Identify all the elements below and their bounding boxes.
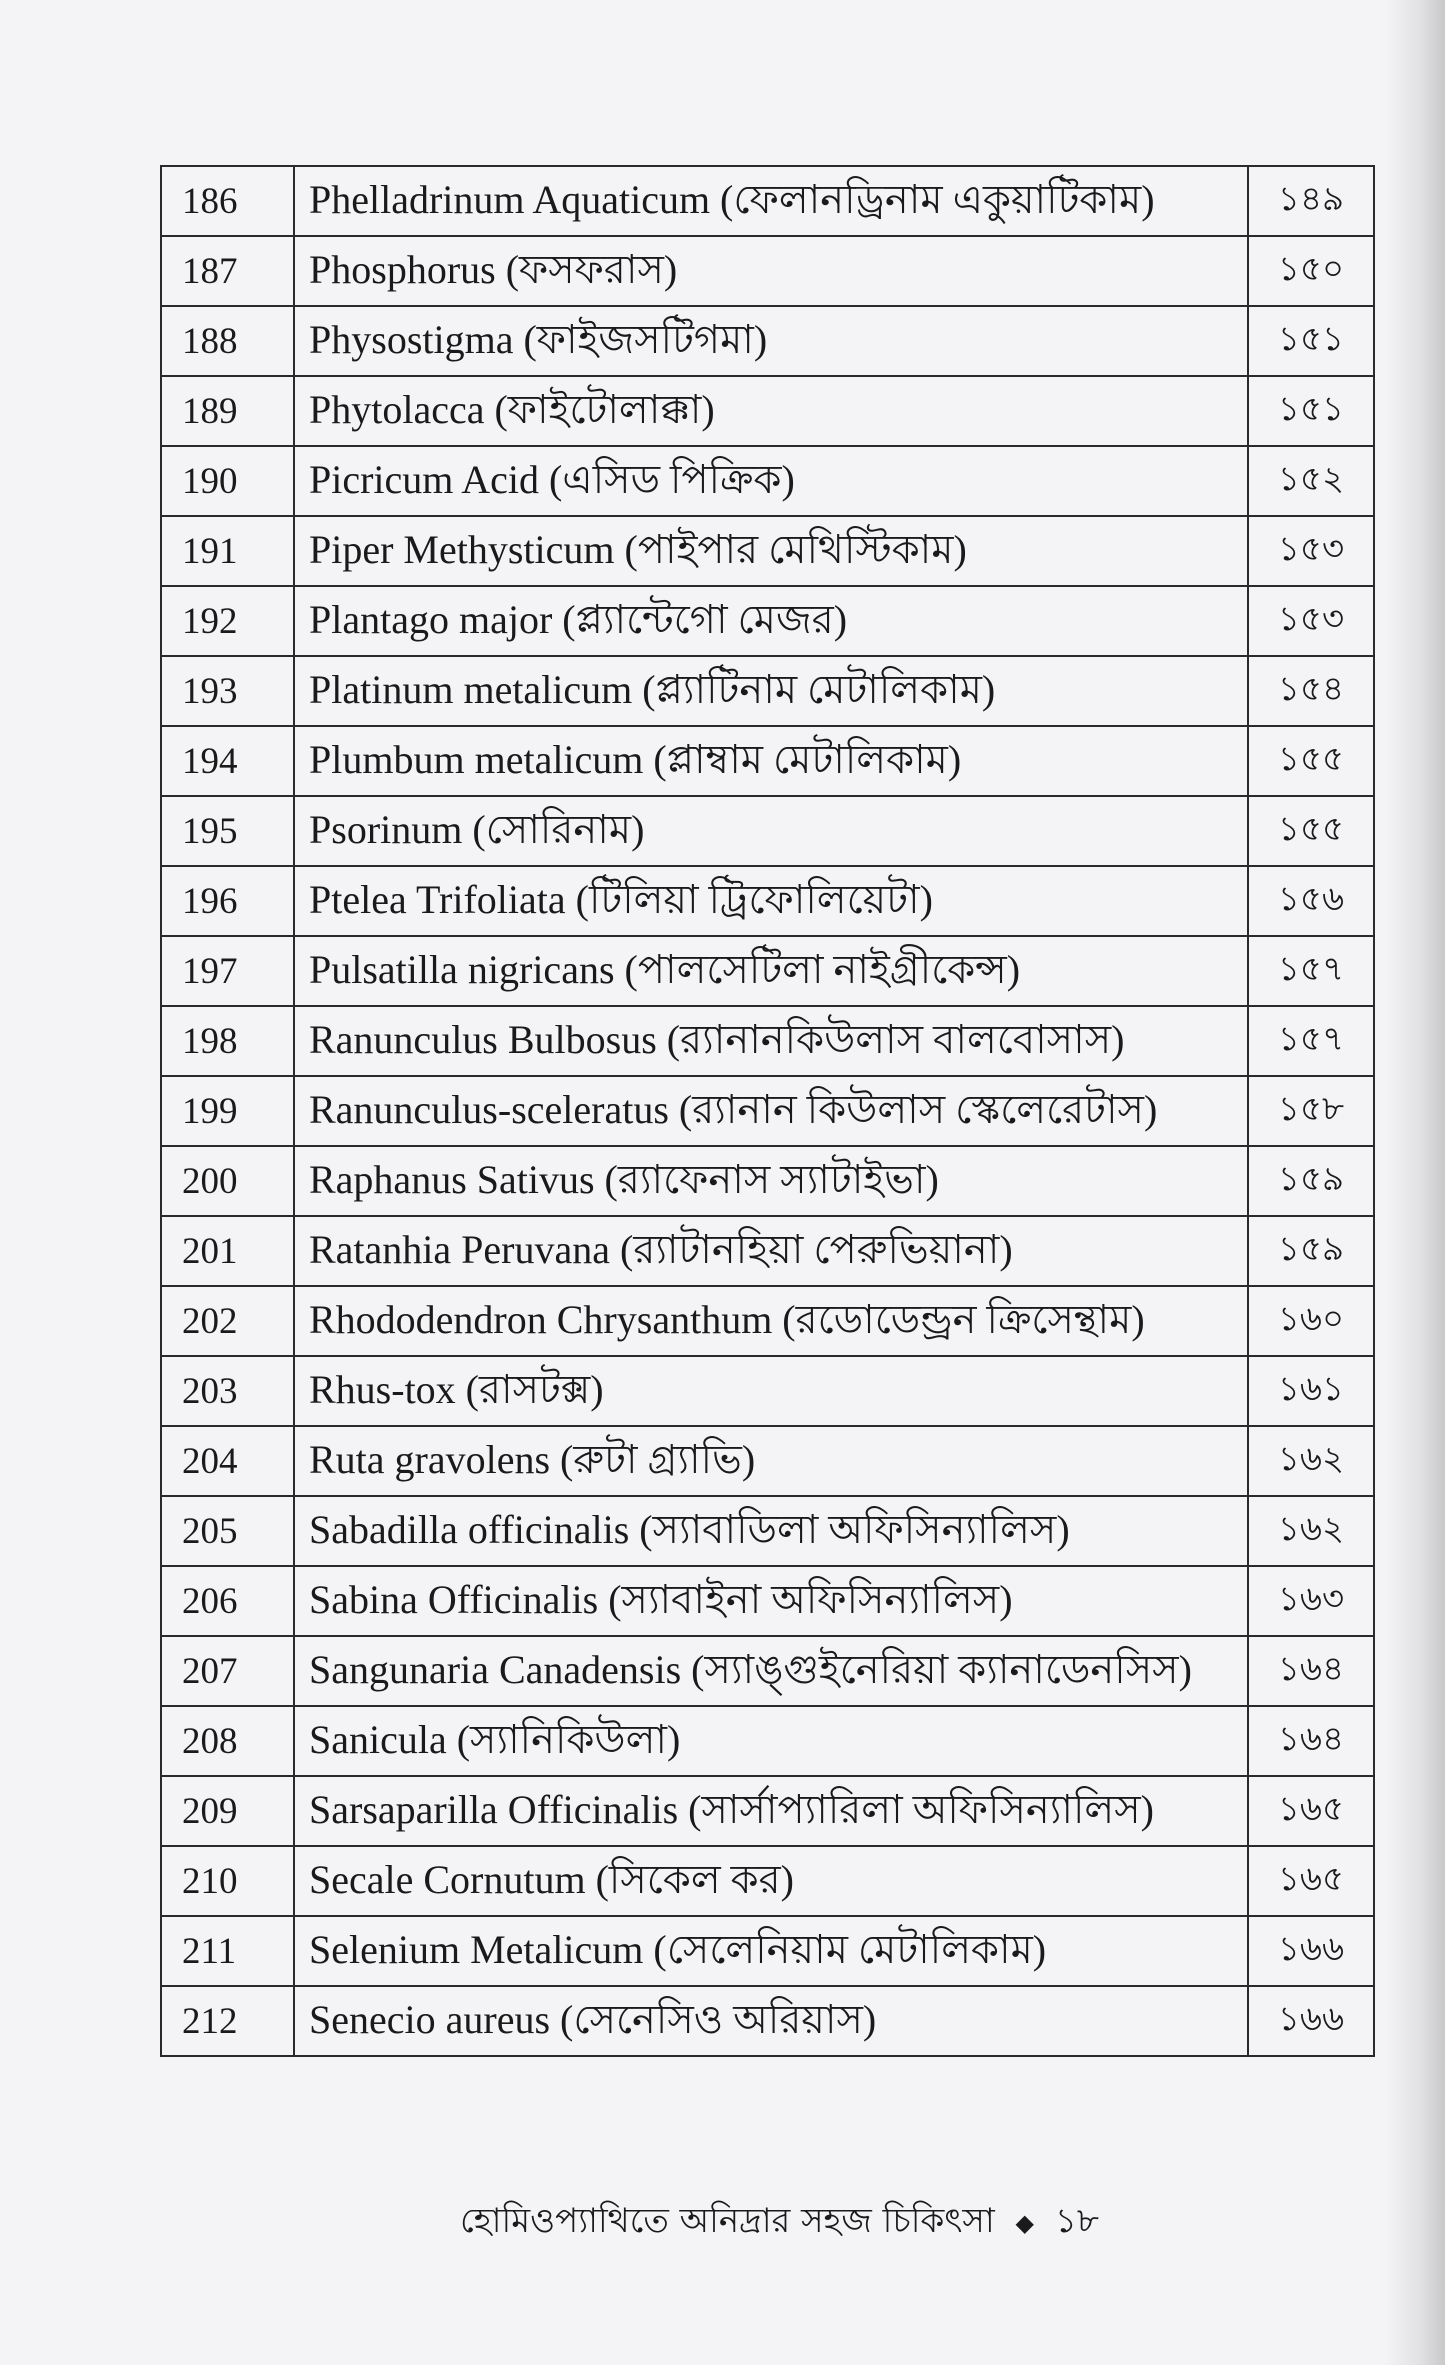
remedy-name: Phytolacca (ফাইটোলাক্কা) xyxy=(294,376,1248,446)
table-row xyxy=(161,726,1374,796)
page-reference: ১৫৫ xyxy=(1248,796,1374,866)
serial-number: 197 xyxy=(161,936,294,1006)
remedy-name: Ruta gravolens (রুটা গ্র্যাভি) xyxy=(294,1426,1248,1496)
table-row xyxy=(161,1916,1374,1986)
table-row xyxy=(161,656,1374,726)
page-reference: ১৬০ xyxy=(1248,1286,1374,1356)
remedy-name: Rhododendron Chrysanthum (রডোডেন্ড্রন ক্রিসেন্থাম) xyxy=(294,1286,1248,1356)
table-row xyxy=(161,1006,1374,1076)
table-row xyxy=(161,1356,1374,1426)
serial-number: 186 xyxy=(161,166,294,236)
table-row xyxy=(161,1216,1374,1286)
table-row xyxy=(161,1286,1374,1356)
page-reference: ১৫৭ xyxy=(1248,936,1374,1006)
remedy-name: Ptelea Trifoliata (টিলিয়া ট্রিফোলিয়েটা) xyxy=(294,866,1248,936)
page-reference: ১৬৫ xyxy=(1248,1846,1374,1916)
remedy-name: Sabina Officinalis (স্যাবাইনা অফিসিন্যালিস) xyxy=(294,1566,1248,1636)
remedy-name: Secale Cornutum (সিকেল কর) xyxy=(294,1846,1248,1916)
remedy-name: Picricum Acid (এসিড পিক্রিক) xyxy=(294,446,1248,516)
serial-number: 192 xyxy=(161,586,294,656)
page-edge-shadow xyxy=(1385,0,1445,2365)
page-reference: ১৫০ xyxy=(1248,236,1374,306)
table-row xyxy=(161,516,1374,586)
page-reference: ১৫৩ xyxy=(1248,516,1374,586)
table-row xyxy=(161,236,1374,306)
table-row xyxy=(161,1776,1374,1846)
serial-number: 210 xyxy=(161,1846,294,1916)
serial-number: 193 xyxy=(161,656,294,726)
serial-number: 206 xyxy=(161,1566,294,1636)
table-row xyxy=(161,936,1374,1006)
serial-number: 209 xyxy=(161,1776,294,1846)
serial-number: 207 xyxy=(161,1636,294,1706)
serial-number: 205 xyxy=(161,1496,294,1566)
page-reference: ১৬৬ xyxy=(1248,1986,1374,2056)
page-reference: ১৬১ xyxy=(1248,1356,1374,1426)
remedy-name: Piper Methysticum (পাইপার মেথিস্টিকাম) xyxy=(294,516,1248,586)
serial-number: 212 xyxy=(161,1986,294,2056)
serial-number: 203 xyxy=(161,1356,294,1426)
remedy-name: Sangunaria Canadensis (স্যাঙ্গুইনেরিয়া ক্যানাডেনসিস) xyxy=(294,1636,1248,1706)
remedy-name: Sanicula (স্যানিকিউলা) xyxy=(294,1706,1248,1776)
table-row xyxy=(161,1146,1374,1216)
page-reference: ১৫৩ xyxy=(1248,586,1374,656)
remedy-name: Ranunculus Bulbosus (র‍্যানানকিউলাস বালবোসাস) xyxy=(294,1006,1248,1076)
page-reference: ১৬৬ xyxy=(1248,1916,1374,1986)
serial-number: 187 xyxy=(161,236,294,306)
remedy-name: Platinum metalicum (প্ল্যাটিনাম মেটালিকাম) xyxy=(294,656,1248,726)
page-reference: ১৫১ xyxy=(1248,306,1374,376)
table-row xyxy=(161,866,1374,936)
page-reference: ১৫৫ xyxy=(1248,726,1374,796)
page-number: ১৮ xyxy=(1054,2201,1099,2241)
table-row xyxy=(161,1076,1374,1146)
serial-number: 196 xyxy=(161,866,294,936)
serial-number: 211 xyxy=(161,1916,294,1986)
table-row xyxy=(161,1566,1374,1636)
page-reference: ১৫১ xyxy=(1248,376,1374,446)
page-reference: ১৫৭ xyxy=(1248,1006,1374,1076)
remedy-name: Phosphorus (ফসফরাস) xyxy=(294,236,1248,306)
serial-number: 195 xyxy=(161,796,294,866)
table-row xyxy=(161,446,1374,516)
page-reference: ১৫৮ xyxy=(1248,1076,1374,1146)
serial-number: 189 xyxy=(161,376,294,446)
table-row xyxy=(161,1496,1374,1566)
page-reference: ১৬৫ xyxy=(1248,1776,1374,1846)
book-title: হোমিওপ্যাথিতে অনিদ্রার সহজ চিকিৎসা xyxy=(460,2201,995,2241)
table-row xyxy=(161,1636,1374,1706)
table-row xyxy=(161,796,1374,866)
serial-number: 202 xyxy=(161,1286,294,1356)
remedy-name: Sabadilla officinalis (স্যাবাডিলা অফিসিন্যালিস) xyxy=(294,1496,1248,1566)
remedy-name: Pulsatilla nigricans (পালসেটিলা নাইগ্রীকেন্স) xyxy=(294,936,1248,1006)
remedy-name: Plumbum metalicum (প্লাম্বাম মেটালিকাম) xyxy=(294,726,1248,796)
table-row xyxy=(161,376,1374,446)
remedy-name: Selenium Metalicum (সেলেনিয়াম মেটালিকাম) xyxy=(294,1916,1248,1986)
remedy-name: Sarsaparilla Officinalis (সার্সাপ্যারিলা অফিসিন্যালিস) xyxy=(294,1776,1248,1846)
page-reference: ১৬২ xyxy=(1248,1496,1374,1566)
remedy-name: Plantago major (প্ল্যান্টেগো মেজর) xyxy=(294,586,1248,656)
remedy-name: Rhus-tox (রাসটক্স) xyxy=(294,1356,1248,1426)
diamond-separator-icon: ◆ xyxy=(1015,2208,1035,2237)
remedy-name: Phelladrinum Aquaticum (ফেলানড্রিনাম একুয়াটিকাম) xyxy=(294,166,1248,236)
serial-number: 200 xyxy=(161,1146,294,1216)
page-reference: ১৫৬ xyxy=(1248,866,1374,936)
table-row xyxy=(161,1426,1374,1496)
serial-number: 204 xyxy=(161,1426,294,1496)
page-reference: ১৬২ xyxy=(1248,1426,1374,1496)
page-reference: ১৫৯ xyxy=(1248,1216,1374,1286)
table-row xyxy=(161,1846,1374,1916)
table-row xyxy=(161,1706,1374,1776)
table-row xyxy=(161,1986,1374,2056)
serial-number: 188 xyxy=(161,306,294,376)
serial-number: 199 xyxy=(161,1076,294,1146)
serial-number: 194 xyxy=(161,726,294,796)
remedy-name: Ratanhia Peruvana (র‍্যাটানহিয়া পেরুভিয়ানা) xyxy=(294,1216,1248,1286)
serial-number: 198 xyxy=(161,1006,294,1076)
page-reference: ১৫৪ xyxy=(1248,656,1374,726)
remedy-name: Psorinum (সোরিনাম) xyxy=(294,796,1248,866)
remedy-name: Ranunculus-sceleratus (র‍্যানান কিউলাস স্কেলেরেটাস) xyxy=(294,1076,1248,1146)
serial-number: 201 xyxy=(161,1216,294,1286)
table-row xyxy=(161,306,1374,376)
remedy-name: Physostigma (ফাইজসটিগমা) xyxy=(294,306,1248,376)
serial-number: 190 xyxy=(161,446,294,516)
remedy-name: Raphanus Sativus (র‍্যাফেনাস স্যাটাইভা) xyxy=(294,1146,1248,1216)
table-row xyxy=(161,586,1374,656)
page-reference: ১৬৪ xyxy=(1248,1636,1374,1706)
table-body xyxy=(161,166,1374,2056)
serial-number: 208 xyxy=(161,1706,294,1776)
page-reference: ১৫২ xyxy=(1248,446,1374,516)
table-row xyxy=(161,166,1374,236)
page-footer xyxy=(460,2195,1099,2252)
page-reference: ১৫৯ xyxy=(1248,1146,1374,1216)
remedy-index-table xyxy=(160,165,1375,2057)
page-reference: ১৬৩ xyxy=(1248,1566,1374,1636)
serial-number: 191 xyxy=(161,516,294,586)
remedy-name: Senecio aureus (সেনেসিও অরিয়াস) xyxy=(294,1986,1248,2056)
page-reference: ১৪৯ xyxy=(1248,166,1374,236)
page-reference: ১৬৪ xyxy=(1248,1706,1374,1776)
